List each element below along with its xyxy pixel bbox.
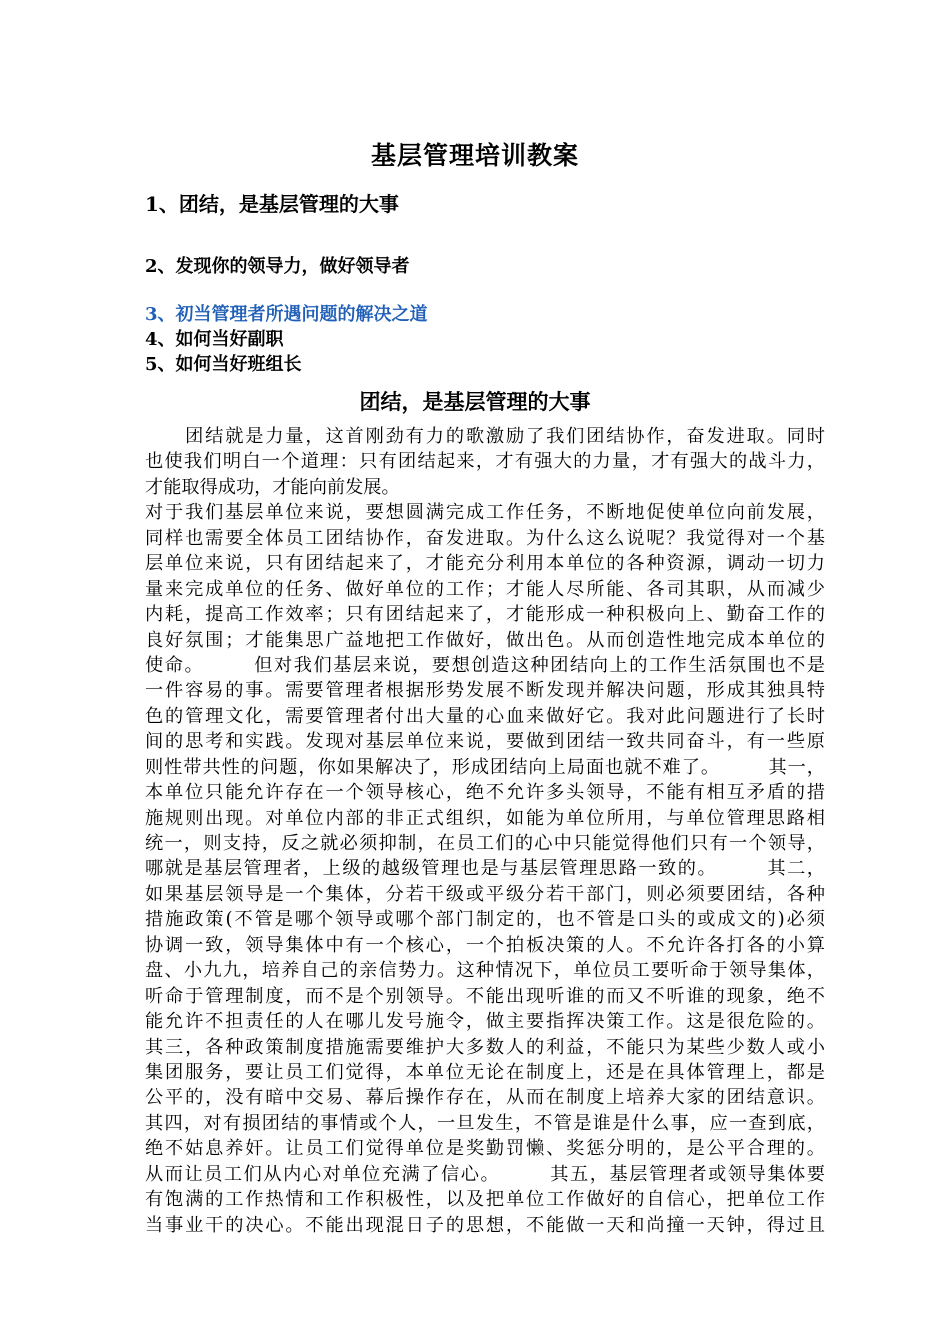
body-line: 团结就是力量，这首刚劲有力的歌激励了我们团结协作，奋发进取。同时 — [145, 426, 825, 447]
body-text — [145, 424, 825, 1238]
body-line: 协调一致，领导集体中有一个核心，一个拍板决策的人。不允许各打各的小算 — [145, 934, 825, 956]
toc-item-2[interactable]: 2、发现你的领导力，做好领导者 — [145, 256, 410, 277]
body-line: 则性带共性的问题，你如果解决了，形成团结向上局面也就不难了。 其一， — [145, 756, 825, 778]
body-line: 使命。 但对我们基层来说，要想创造这种团结向上的工作生活氛围也不是 — [145, 654, 825, 676]
body-line: 才能取得成功，才能向前发展。 — [145, 476, 400, 498]
toc-item-5[interactable]: 5、如何当好班组长 — [145, 354, 302, 375]
body-line: 量来完成单位的任务、做好单位的工作；才能人尽所能、各司其职，从而减少 — [145, 578, 825, 600]
toc-item-4[interactable]: 4、如何当好副职 — [145, 329, 284, 350]
body-line: 施规则出现。对单位内部的非正式组织，如能为单位所用，与单位管理思路相 — [145, 807, 825, 829]
body-line: 绝不姑息养奸。让员工们觉得单位是奖勤罚懒、奖惩分明的，是公平合理的。 — [145, 1138, 825, 1160]
body-line: 有饱满的工作热情和工作积极性，以及把单位工作做好的自信心，把单位工作 — [145, 1189, 825, 1211]
body-line: 对于我们基层单位来说，要想圆满完成工作任务，不断地促使单位向前发展， — [145, 502, 825, 524]
body-line: 盘、小九九，培养自己的亲信势力。这种情况下，单位员工要听命于领导集体， — [145, 960, 825, 982]
body-line: 其四，对有损团结的事情或个人，一旦发生，不管是谁是什么事，应一查到底， — [145, 1112, 825, 1134]
body-line: 层单位来说，只有团结起来了，才能充分利用本单位的各种资源，调动一切力 — [145, 553, 825, 575]
body-line: 间的思考和实践。发现对基层单位来说，要做到团结一致共同奋斗，有一些原 — [145, 731, 825, 753]
body-line: 也使我们明白一个道理：只有团结起来，才有强大的力量，才有强大的战斗力， — [145, 451, 825, 473]
body-line: 哪就是基层管理者，上级的越级管理也是与基层管理思路一致的。 其二， — [145, 858, 825, 880]
body-line: 内耗，提高工作效率；只有团结起来了，才能形成一种积极向上、勤奋工作的 — [145, 604, 825, 626]
body-line: 听命于管理制度，而不是个别领导。不能出现听谁的而又不听谁的现象，绝不 — [145, 985, 825, 1007]
body-line: 集团服务，要让员工们觉得，本单位无论在制度上，还是在具体管理上，都是 — [145, 1061, 825, 1083]
toc-item-1[interactable]: 1、团结，是基层管理的大事 — [145, 192, 399, 216]
body-line: 如果基层领导是一个集体，分若干级或平级分若干部门，则必须要团结，各种 — [145, 883, 825, 905]
body-line: 当事业干的决心。不能出现混日子的思想，不能做一天和尚撞一天钟，得过且 — [145, 1214, 825, 1236]
document-title: 基层管理培训教案 — [370, 141, 579, 170]
body-line: 一件容易的事。需要管理者根据形势发展不断发现并解决问题，形成其独具特 — [145, 680, 825, 702]
body-line: 从而让员工们从内心对单位充满了信心。 其五，基层管理者或领导集体要 — [145, 1163, 825, 1185]
section-heading: 团结，是基层管理的大事 — [359, 389, 591, 414]
body-line: 措施政策(不管是哪个领导或哪个部门制定的，也不管是口头的或成文的)必须 — [145, 909, 825, 931]
body-line: 公平的，没有暗中交易、幕后操作存在，从而在制度上培养大家的团结意识。 — [145, 1087, 825, 1109]
toc-item-3[interactable]: 3、初当管理者所遇问题的解决之道 — [145, 304, 428, 325]
body-line: 统一，则支持，反之就必须抑制，在员工们的心中只能觉得他们只有一个领导， — [145, 833, 825, 854]
body-line: 色的管理文化，需要管理者付出大量的心血来做好它。我对此问题进行了长时 — [145, 705, 825, 727]
body-line: 良好氛围；才能集思广益地把工作做好，做出色。从而创造性地完成本单位的 — [145, 629, 825, 651]
body-line: 同样也需要全体员工团结协作，奋发进取。为什么这么说呢？我觉得对一个基 — [145, 527, 825, 549]
body-line: 本单位只能允许存在一个领导核心，绝不允许多头领导，不能有相互矛盾的措 — [145, 782, 825, 804]
body-line: 其三，各种政策制度措施需要维护大多数人的利益，不能只为某些少数人或小 — [145, 1036, 825, 1058]
body-line: 能允许不担责任的人在哪儿发号施令，做主要指挥决策工作。这是很危险的。 — [145, 1011, 825, 1033]
